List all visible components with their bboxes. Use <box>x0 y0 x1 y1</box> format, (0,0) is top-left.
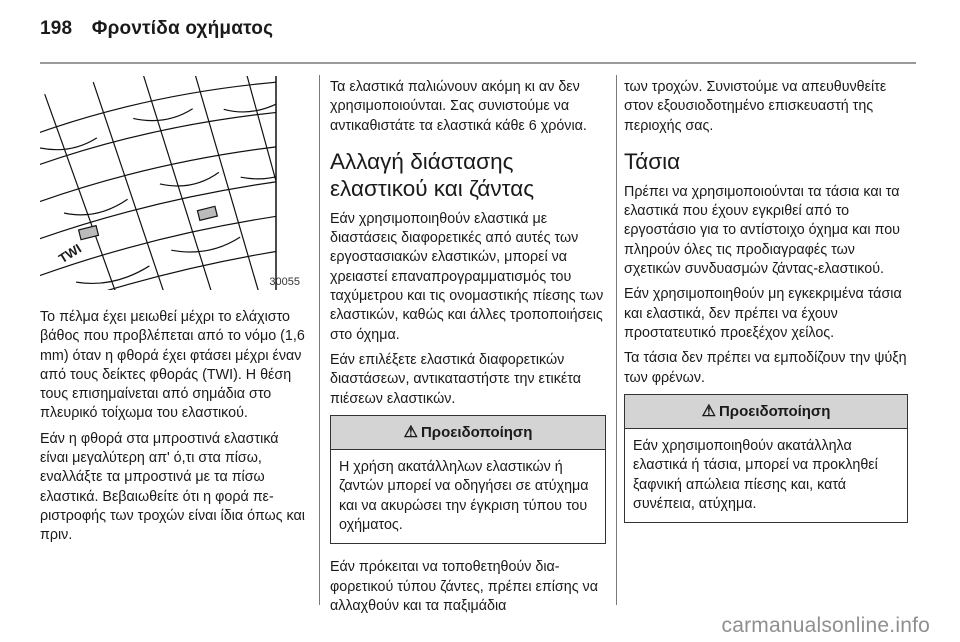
col3-paragraph-3: Τα τάσια δεν πρέπει να εμποδίζουν την ψύξη των φρένων. <box>624 350 907 386</box>
warning-title: Προειδοποίηση <box>718 402 831 420</box>
warning-title: Προειδοποίηση <box>420 423 533 441</box>
col3-paragraph-2: Εάν χρησιμοποιηθούν μη εγκεκριμένα τάσια και ελαστικά, δεν πρέπει να έχουν προστατευτικό προεξέχον χείλος. <box>624 286 902 341</box>
column-3 <box>624 78 908 537</box>
header-rule <box>40 62 916 64</box>
section-heading-size-change: Αλλαγή διάστασης ελαστικού και ζάντας <box>330 148 535 201</box>
column-2 <box>330 78 606 622</box>
tire-tread-drawing <box>40 76 304 290</box>
col2-paragraph-2: Εάν επιλέξετε ελαστικά διαφορετικών διαστάσεων, αντικαταστήστε την ετικέτα πιέσεων ελαστικών. <box>330 351 581 407</box>
tire-tread-illustration <box>40 76 304 290</box>
page-title: Φροντίδα οχήματος <box>91 18 274 39</box>
page-number: 198 <box>40 18 73 39</box>
col2-outro: Εάν πρόκειται να τοποθετηθούν διαφορετικού τύπου ζάντες, πρέπει επίσης να αλλαχθούν και τα παξιμάδια <box>330 559 598 614</box>
figure-number: 30055 <box>269 276 300 288</box>
warning-icon: ⚠ <box>701 402 716 420</box>
col3-paragraph-1: Πρέπει να χρησιμοποιούνται τα τάσια και τα ελαστικά που έχουν εγκριθεί από το εργοστάσιο για το αντίστοιχο όχημα και που πληρούν όλες τις προδιαγραφές των σχετικών συνδυασμών ζάντας-ελαστικού. <box>624 183 900 278</box>
col2-paragraph-1: Εάν χρησιμοποιηθούν ελαστικά με διαστάσεις διαφορετικές από αυτές των εργοστασιακών ελαστικών, μπορεί να χρειαστεί επαναπρογραμματισμός του ταχύμετρου και τις ονομαστικής πίεσης των ελαστικών, καθώς και άλλες τροποποιήσεις στο όχημα. <box>330 210 604 343</box>
page-header <box>40 18 273 40</box>
col2-intro: Τα ελαστικά παλιώνουν ακόμη κι αν δεν χρησιμοποιούνται. Σας συνιστούμε να αντικαθιστάτε τα ελαστικά κάθε 6 χρόνια. <box>330 79 587 134</box>
warning-text: Εάν χρησιμοποιηθούν ακατάλληλα ελαστικά ή τάσια, μπορεί να προκληθεί ξαφνική απώλεια πίεσης και, κατά συνέπεια, ατύχημα. <box>633 438 878 513</box>
col1-paragraph-2: Εάν η φθορά στα μπροστινά ελαστικά είναι μεγαλύτερη απ' ό,τι στα πίσω, εναλλάξτε τα μπροστινά με τα πίσω ελαστικά. Βεβαιωθείτε ότι η φορά περιστροφής των τροχών είναι ίδια όπως και πριν. <box>40 430 305 544</box>
warning-text: Η χρήση ακατάλληλων ελαστικών ή ζαντών μπορεί να οδηγήσει σε ατύχημα και να ακυρώσει την έγκριση τύπου του οχήματος. <box>339 459 589 534</box>
warning-box-2 <box>624 394 908 523</box>
col3-intro: των τροχών. Συνιστούμε να απευθυνθείτε στον εξουσιοδοτημένο επισκευαστή της περιοχής σας. <box>624 79 887 134</box>
warning-icon: ⚠ <box>403 423 418 441</box>
warning-header <box>331 416 605 450</box>
warning-header <box>625 395 907 429</box>
column-1 <box>40 308 310 552</box>
column-divider-1 <box>319 75 320 605</box>
twi-marker-label: TWI <box>55 240 84 267</box>
column-divider-2 <box>616 75 617 605</box>
watermark: carmanualsonline.info <box>721 614 930 637</box>
section-heading-hubcaps: Τάσια <box>624 148 681 174</box>
col1-paragraph-1: Το πέλμα έχει μειωθεί μέχρι το ελάχιστο βάθος που προβλέπεται από το νόμο (1,6 mm) όταν η φθορά έχει φτάσει μέχρι έναν από τους δείκτες φθοράς (TWI). Η θέση τους επισημαίνεται από σημάδια στο πλευρικό τοίχωμα του ελαστικού. <box>40 309 305 422</box>
warning-box-1 <box>330 415 606 544</box>
